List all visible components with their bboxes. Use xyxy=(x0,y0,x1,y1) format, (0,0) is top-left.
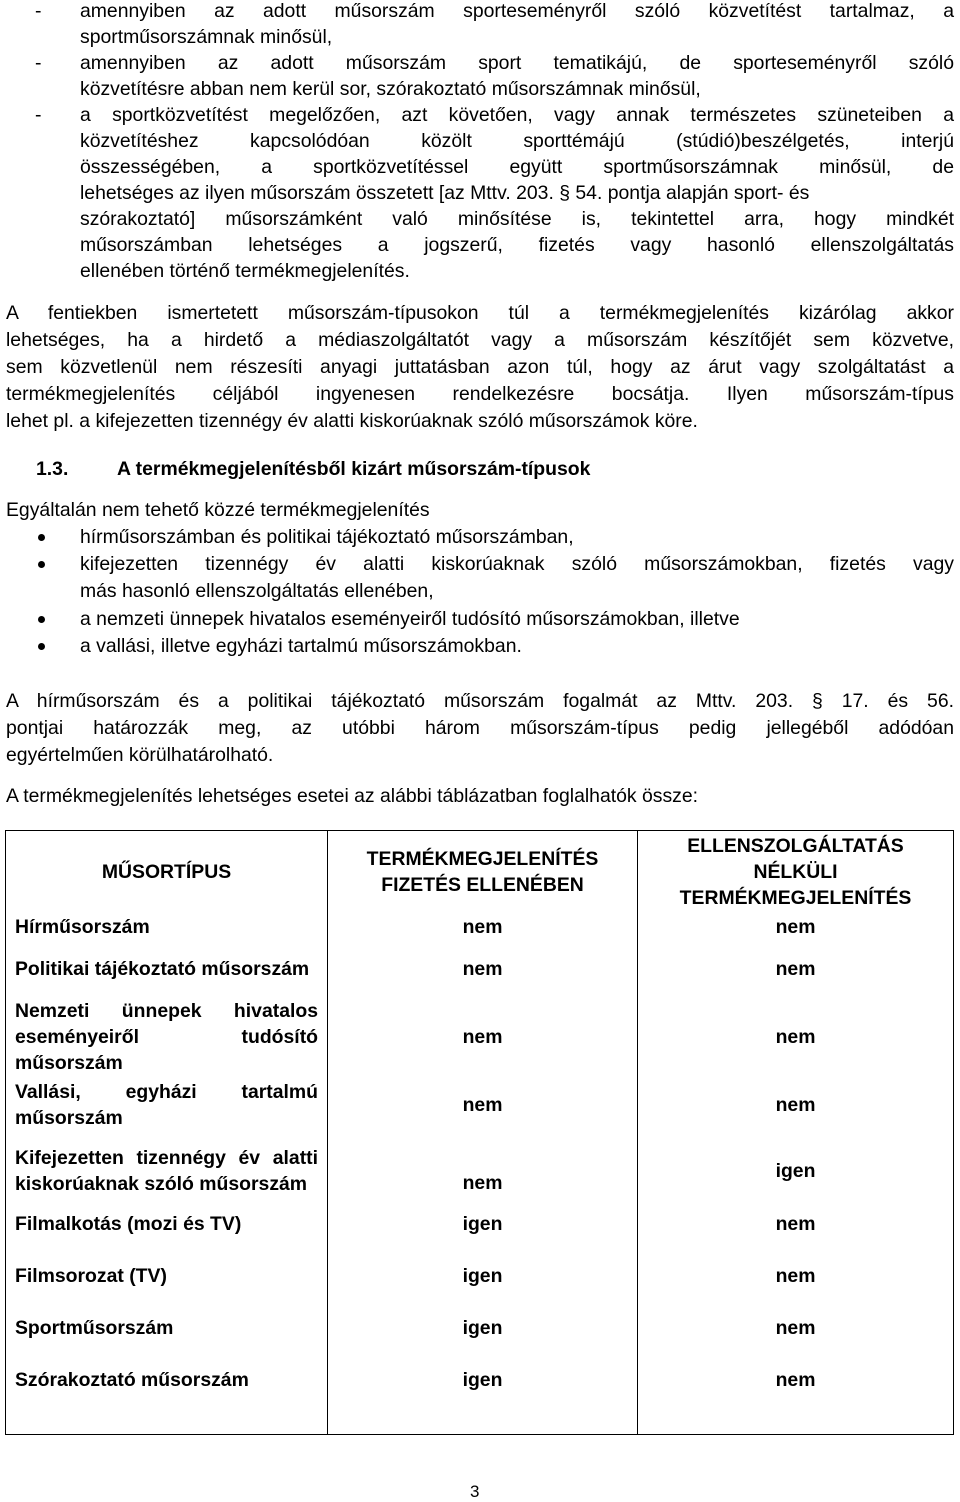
row-label: Hírműsorszám xyxy=(6,914,328,941)
table-header-row xyxy=(6,831,954,914)
row-label: Sportműsorszám xyxy=(6,1315,328,1367)
list-item-line: amennyiben az adott műsorszám sport tematikájú, de sporteseményről szóló xyxy=(80,52,954,74)
paid-cell: igen xyxy=(328,1263,638,1315)
paragraph-line: A fentiekben ismertetett műsorszám-típusokon túl a termékmegjelenítés kizárólag akkor xyxy=(6,302,954,324)
list-item-line: lehetséges az ilyen műsorszám összetett [az Mttv. 203. § 54. pontja alapján sport- és xyxy=(80,182,810,204)
row-label: Filmsorozat (TV) xyxy=(6,1263,328,1315)
free-cell: nem xyxy=(638,1078,954,1132)
page-number: 3 xyxy=(470,1482,480,1501)
row-label: Kifejezetten tizennégy év alatti kiskorúaknak szóló műsorszám xyxy=(6,1132,328,1211)
list-item-line: amennyiben az adott műsorszám sporteseményről szóló közvetítést tartalmaz, a xyxy=(80,0,954,22)
table-row xyxy=(6,997,954,1078)
free-cell: nem xyxy=(638,914,954,941)
lead-sentence: Egyáltalán nem tehető közzé termékmegjelenítés xyxy=(6,499,430,521)
paid-cell: igen xyxy=(328,1315,638,1367)
table-row xyxy=(6,1315,954,1367)
paragraph-line: lehetséges, ha a hirdető a médiaszolgáltatót vagy a műsorszám készítőjét sem közvetve, xyxy=(6,329,954,351)
list-item-line: közvetítéshez kapcsolódóan közölt sporttémájú (stúdió)beszélgetés, interjú xyxy=(80,130,954,152)
bullet-item-line: kifejezetten tizennégy év alatti kiskorúaknak szóló műsorszámokban, fizetés vagy xyxy=(80,553,954,575)
list-dash: - xyxy=(35,52,42,74)
free-cell: nem xyxy=(638,1263,954,1315)
table-row xyxy=(6,1367,954,1435)
bullet-icon xyxy=(38,616,45,623)
paragraph-line: lehet pl. a kifejezetten tizennégy év alatti kiskorúaknak szóló műsorszámok köre. xyxy=(6,410,698,432)
header-cell: ELLENSZOLGÁLTATÁS NÉLKÜLI TERMÉKMEGJELENÍTÉS xyxy=(638,831,954,914)
bullet-item-line: hírműsorszámban és politikai tájékoztató műsorszámban, xyxy=(80,526,574,548)
table-row xyxy=(6,1211,954,1263)
row-label: Filmalkotás (mozi és TV) xyxy=(6,1211,328,1263)
bullet-item-line: a nemzeti ünnepek hivatalos eseményeiről tudósító műsorszámokban, illetve xyxy=(80,608,740,630)
list-item-line: műsorszámban lehetséges a jogszerű, fizetés vagy hasonló ellenszolgáltatás xyxy=(80,234,954,256)
paid-cell: nem xyxy=(328,941,638,997)
product-placement-table xyxy=(5,830,954,1435)
list-item-line: a sportközvetítést megelőzően, azt követően, vagy annak természetes szüneteiben a xyxy=(80,104,954,126)
list-item-line: ellenében történő termékmegjelenítés. xyxy=(80,260,410,282)
section-number: 1.3. xyxy=(36,458,69,480)
table-row xyxy=(6,1132,954,1211)
table-row xyxy=(6,1263,954,1315)
paid-cell: igen xyxy=(328,1367,638,1435)
free-cell: nem xyxy=(638,1367,954,1435)
paid-cell: igen xyxy=(328,1211,638,1263)
list-item-line: közvetítésre abban nem kerül sor, szórakoztató műsorszámnak minősül, xyxy=(80,78,701,100)
bullet-item-line: a vallási, illetve egyházi tartalmú műsorszámokban. xyxy=(80,635,522,657)
table-row xyxy=(6,914,954,941)
free-cell: nem xyxy=(638,997,954,1078)
row-label: Vallási, egyházi tartalmú műsorszám xyxy=(6,1078,328,1132)
list-item-line: szórakoztató] műsorszámként való minősítése is, tekintettel arra, hogy mindkét xyxy=(80,208,954,230)
free-cell: nem xyxy=(638,941,954,997)
list-item-line: sportműsorszámnak minősül, xyxy=(80,26,333,48)
row-label: Szórakoztató műsorszám xyxy=(6,1367,328,1435)
paragraph-line: pontjai határozzák meg, az utóbbi három műsorszám-típus pedig jellegéből adódóan xyxy=(6,717,954,739)
row-label: Nemzeti ünnepek hivatalos eseményeiről tudósító műsorszám xyxy=(6,997,328,1078)
header-cell: TERMÉKMEGJELENÍTÉS FIZETÉS ELLENÉBEN xyxy=(328,831,638,914)
paid-cell: nem xyxy=(328,1078,638,1132)
paragraph-line: egyértelműen körülhatárolható. xyxy=(6,744,274,766)
list-dash: - xyxy=(35,104,42,126)
paragraph-line: termékmegjelenítés céljából ingyenesen rendelkezésre bocsátja. Ilyen műsorszám-típus xyxy=(6,383,954,405)
free-cell: nem xyxy=(638,1211,954,1263)
paragraph-line: A hírműsorszám és a politikai tájékoztató műsorszám fogalmát az Mttv. 203. § 17. és 56. xyxy=(6,690,954,712)
list-dash: - xyxy=(35,0,42,22)
table-row xyxy=(6,941,954,997)
free-cell: nem xyxy=(638,1315,954,1367)
list-item-line: összességében, a sportközvetítéssel együtt sportműsorszámnak minősül, de xyxy=(80,156,954,178)
paid-cell: nem xyxy=(328,914,638,941)
bullet-icon xyxy=(38,561,45,568)
bullet-icon xyxy=(38,534,45,541)
table-intro: A termékmegjelenítés lehetséges esetei az alábbi táblázatban foglalhatók össze: xyxy=(6,785,699,807)
row-label: Politikai tájékoztató műsorszám xyxy=(6,941,328,997)
table-row xyxy=(6,1078,954,1132)
paragraph-line: sem közvetlenül nem részesíti anyagi juttatásban azon túl, hogy az árut vagy szolgáltatást a xyxy=(6,356,954,378)
paid-cell: nem xyxy=(328,1132,638,1211)
paid-cell: nem xyxy=(328,997,638,1078)
section-title: A termékmegjelenítésből kizárt műsorszám-típusok xyxy=(117,458,591,480)
header-cell: MŰSORTÍPUS xyxy=(6,831,328,914)
free-cell: igen xyxy=(638,1132,954,1211)
bullet-item-line: más hasonló ellenszolgáltatás ellenében, xyxy=(80,580,434,602)
bullet-icon xyxy=(38,643,45,650)
